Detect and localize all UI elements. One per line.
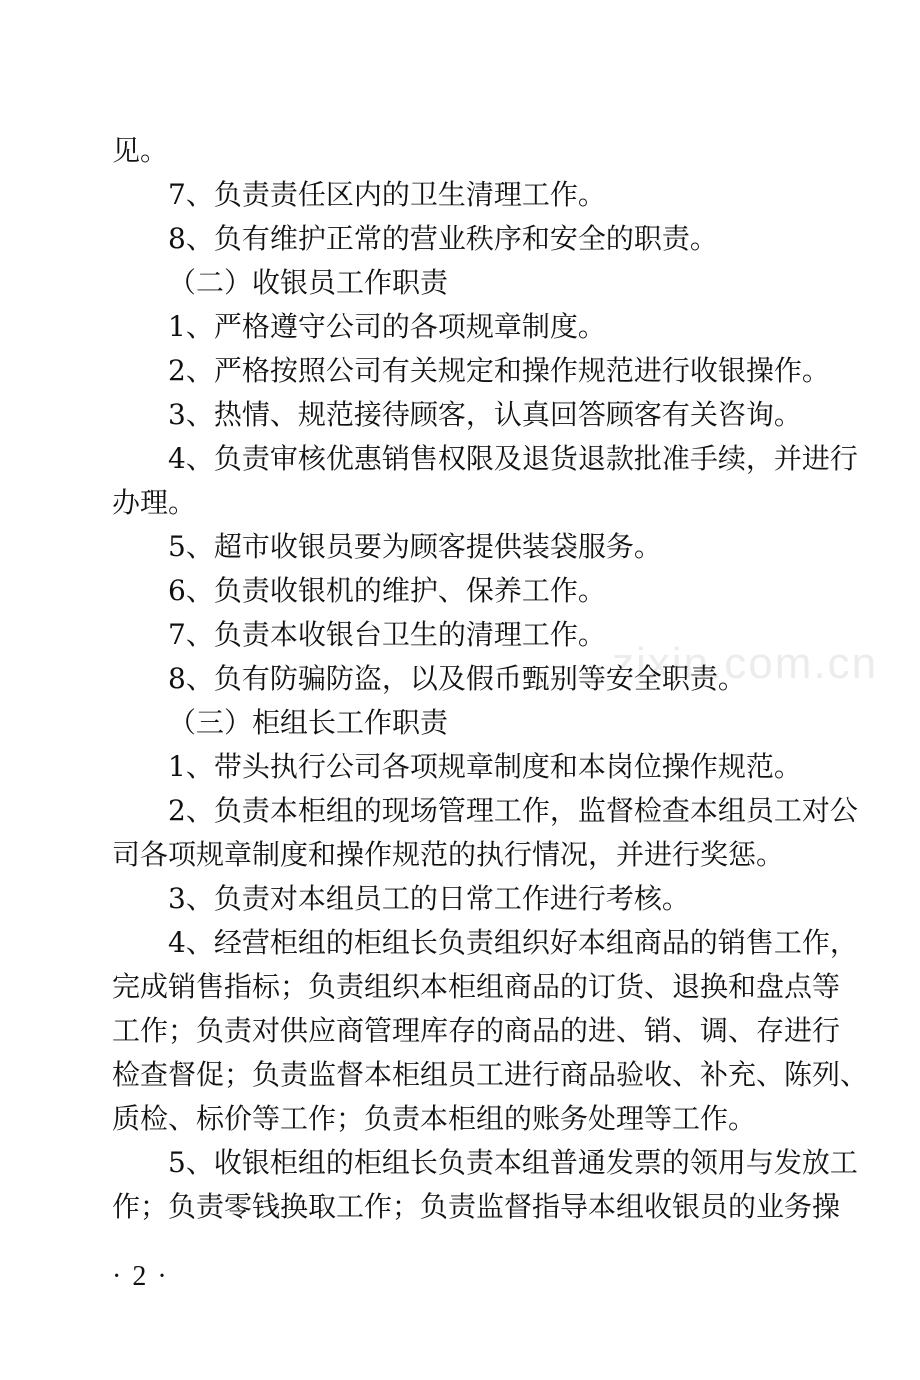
watermark: zixin.com.cn <box>612 639 879 688</box>
paragraph-line: 3、负责对本组员工的日常工作进行考核。 <box>168 882 690 915</box>
paragraph-line: 见。 <box>112 134 169 167</box>
paragraph-line: 质检、标价等工作；负责本柜组的账务处理等工作。 <box>112 1102 757 1135</box>
paragraph-line: 7、负责本收银台卫生的清理工作。 <box>168 618 606 651</box>
paragraph-line: 2、负责本柜组的现场管理工作，监督检查本组员工对公 <box>168 794 858 827</box>
paragraph-line: 6、负责收银机的维护、保养工作。 <box>168 574 606 607</box>
paragraph-line: 2、严格按照公司有关规定和操作规范进行收银操作。 <box>168 354 830 387</box>
section-heading: （三）柜组长工作职责 <box>168 706 449 739</box>
section-heading: （二）收银员工作职责 <box>168 266 449 299</box>
paragraph-line: 司各项规章制度和操作规范的执行情况，并进行奖惩。 <box>112 838 785 871</box>
paragraph-line: 检查督促；负责监督本柜组员工进行商品验收、补充、陈列、 <box>112 1058 869 1091</box>
paragraph-line: 8、负有防骗防盗，以及假币甄别等安全职责。 <box>168 662 746 695</box>
paragraph-line: 4、经营柜组的柜组长负责组织好本组商品的销售工作， <box>168 926 858 959</box>
paragraph-line: 4、负责审核优惠销售权限及退货退款批准手续，并进行 <box>168 442 858 475</box>
paragraph-line: 完成销售指标；负责组织本柜组商品的订货、退换和盘点等 <box>112 970 841 1003</box>
paragraph-line: 1、严格遵守公司的各项规章制度。 <box>168 310 606 343</box>
paragraph-line: 8、负有维护正常的营业秩序和安全的职责。 <box>168 222 718 255</box>
paragraph-line: 工作；负责对供应商管理库存的商品的进、销、调、存进行 <box>112 1014 841 1047</box>
paragraph-line: 1、带头执行公司各项规章制度和本岗位操作规范。 <box>168 750 802 783</box>
page-number: · 2 · <box>112 1261 169 1292</box>
paragraph-line: 7、负责责任区内的卫生清理工作。 <box>168 178 606 211</box>
paragraph-line: 办理。 <box>112 486 197 519</box>
body-text <box>112 129 869 1229</box>
paragraph-line: 5、超市收银员要为顾客提供装袋服务。 <box>168 530 662 563</box>
paragraph-line: 5、收银柜组的柜组长负责本组普通发票的领用与发放工 <box>168 1146 858 1179</box>
paragraph-line: 3、热情、规范接待顾客，认真回答顾客有关咨询。 <box>168 398 802 431</box>
paragraph-line: 作；负责零钱换取工作；负责监督指导本组收银员的业务操 <box>112 1190 841 1223</box>
